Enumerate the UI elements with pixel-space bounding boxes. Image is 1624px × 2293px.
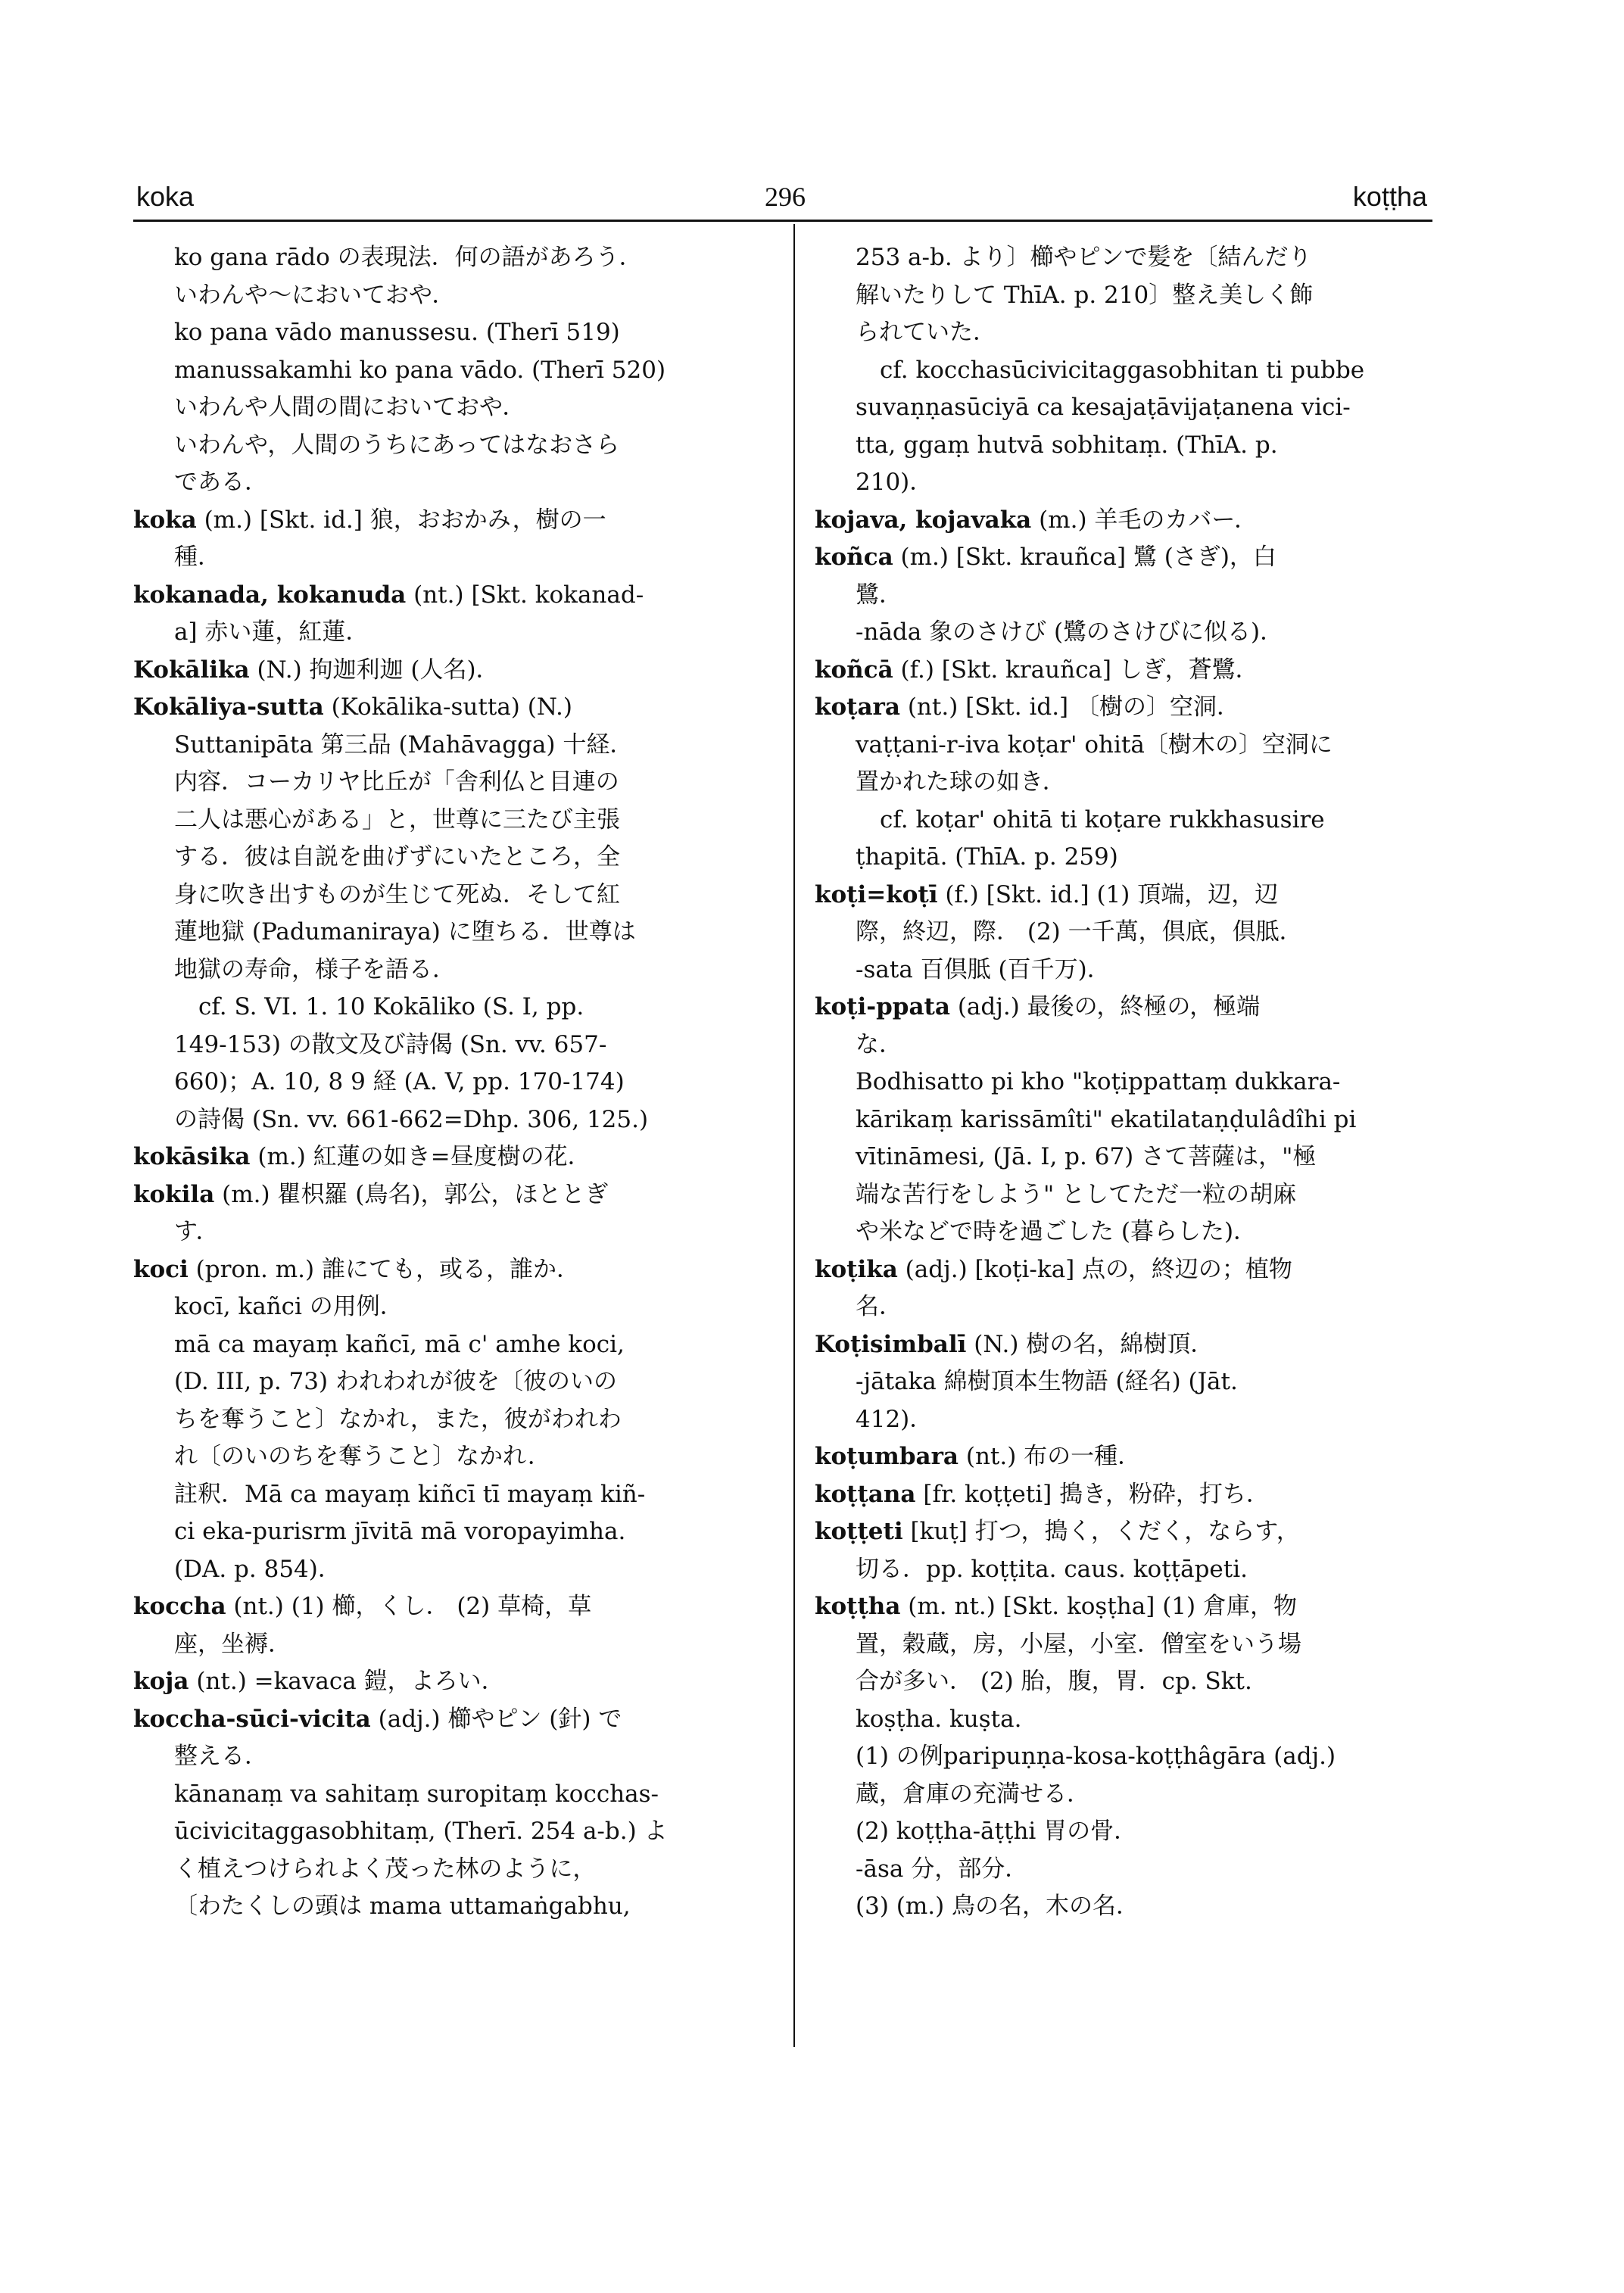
headword: koka xyxy=(133,506,197,534)
headword: koṭṭeti xyxy=(815,1518,903,1545)
headword: koccha-sūci-vicita xyxy=(133,1705,371,1733)
entry-line: である． xyxy=(174,469,268,496)
entry-line: 蓮地獄 (Padumaniraya) に堕ちる．世尊は xyxy=(174,918,636,946)
entry-line: 解いたりして ThīA. p. 210〕整え美しく飾 xyxy=(856,281,1314,309)
headword-line: koñca (m.) [Skt. krauñca] 鷺 (さぎ)，白 xyxy=(815,544,1276,571)
header-left-word: koka xyxy=(136,181,195,212)
entry-line: や米などで時を過ごした (暮らした)． xyxy=(856,1218,1258,1245)
entry-line: 切る．pp. koṭṭita. caus. koṭṭāpeti. xyxy=(856,1555,1248,1583)
headword: kojava, kojavaka xyxy=(815,506,1032,534)
entry-line: koṣṭha. kuṣta. xyxy=(856,1705,1022,1733)
right-column xyxy=(815,239,1432,1926)
headword-line: koccha (nt.) (1) 櫛，くし． (2) 草椅，草 xyxy=(133,1593,592,1620)
entry-line: tta, ggaṃ hutvā sobhitaṃ. (ThīA. p. xyxy=(856,431,1278,459)
entry-line: ko gana rādo の表現法．何の語があろう． xyxy=(174,244,643,271)
entry-line: cf. koṭar' ohitā ti koṭare rukkhasusire xyxy=(880,805,1325,833)
headword: koṭika xyxy=(815,1255,898,1283)
entry-line: cf. kocchasūcivicitaggasobhitan ti pubbe xyxy=(880,356,1365,384)
headword-line: koṭṭeti [kuṭ] 打つ，搗く，くだく，ならす， xyxy=(815,1518,1300,1545)
entry-line: 名． xyxy=(856,1293,902,1320)
entry-line: kocī, kañci の用例． xyxy=(174,1293,404,1320)
entry-line: いわんや人間の間においておや． xyxy=(174,394,526,421)
entry-line: 註釈．Mā ca mayaṃ kiñcī tī mayaṃ kiñ- xyxy=(174,1480,646,1508)
entry-line: (D. III, p. 73) われわれが彼を〔彼のいの xyxy=(174,1368,617,1395)
entry-line: 置，穀蔵，房，小屋，小室．僧室をいう場 xyxy=(856,1630,1301,1658)
entry-line: a] 赤い蓮，紅蓮． xyxy=(174,618,369,646)
headword: Koṭisimbalī xyxy=(815,1330,967,1358)
headword-line: koci (pron. m.) 誰にても，或る，誰か． xyxy=(133,1255,580,1283)
headword-line: koṭi-ppata (adj.) 最後の，終極の，極端 xyxy=(815,993,1261,1020)
entry-line: ci eka-purisrm jīvitā mā voropayimha. xyxy=(174,1518,626,1545)
headword: kokāsika xyxy=(133,1143,251,1170)
headword-line: koja (nt.) =kavaca 鎧，よろい． xyxy=(133,1668,505,1695)
entry-line: ūcivicitaggasobhitaṃ, (Therī. 254 a-b.) よ xyxy=(174,1818,668,1845)
entry-line: 合が多い． (2) 胎，腹，胃．cp. Skt. xyxy=(856,1668,1252,1695)
headword: koṭṭana xyxy=(815,1480,916,1508)
entry-line: 660)；A. 10, 8 9 経 (A. V, pp. 170-174) xyxy=(174,1068,625,1095)
entry-line: ṭhapitā. (ThīA. p. 259) xyxy=(856,843,1118,871)
entry-line: 整える． xyxy=(174,1743,268,1770)
page-number: 296 xyxy=(765,182,806,212)
entry-line: 端な苦行をしよう" としてただ一粒の胡麻 xyxy=(856,1180,1297,1208)
entry-line: (1) の例paripuṇṇa-kosa-koṭṭhâgāra (adj.) xyxy=(856,1743,1336,1770)
entry-line: manussakamhi ko pana vādo. (Therī 520) xyxy=(174,356,666,384)
entry-line: (3) (m.) 鳥の名，木の名． xyxy=(856,1893,1140,1920)
entry-line: vaṭṭani-r-iva koṭar' ohitā〔樹木の〕空洞に xyxy=(856,731,1333,759)
entry-line: kārikaṃ karissāmîti" ekatilataṇḍulâdîhi pi xyxy=(856,1105,1357,1133)
headword-line: koṭara (nt.) [Skt. id.] 〔樹の〕空洞． xyxy=(815,693,1240,721)
headword-line: koṭumbara (nt.) 布の一種． xyxy=(815,1443,1142,1470)
entry-line: られていた． xyxy=(856,319,996,346)
entry-line: 内容．コーカリヤ比丘が「舎利仏と目連の xyxy=(174,768,619,796)
entry-line: 149-153) の散文及び詩偈 (Sn. vv. 657- xyxy=(174,1030,607,1058)
headword: koñca xyxy=(815,544,893,571)
entry-line: す． xyxy=(174,1218,220,1245)
headword: koci xyxy=(133,1255,189,1283)
headword: Kokāliya-sutta xyxy=(133,693,324,721)
entry-line: cf. S. VI. 1. 10 Kokāliko (S. I, pp. xyxy=(198,993,584,1020)
entry-line: 置かれた球の如き． xyxy=(856,768,1066,796)
headword: kokila xyxy=(133,1180,215,1208)
entry-line: Bodhisatto pi kho "koṭippattaṃ dukkara- xyxy=(856,1068,1341,1095)
headword-line: kokāsika (m.) 紅蓮の如き=昼度樹の花． xyxy=(133,1143,591,1170)
entry-line: 〔わたくしの頭は mama uttamaṅgabhu, xyxy=(174,1893,631,1920)
entry-line: -jātaka 綿樹頂本生物語 (経名) (Jāt. xyxy=(856,1368,1238,1395)
entry-line: -nāda 象のさけび (鷺のさけびに似る)． xyxy=(856,618,1284,646)
headword-line: Koṭisimbalī (N.) 樹の名，綿樹頂． xyxy=(815,1330,1214,1358)
entry-line: 蔵，倉庫の充満せる． xyxy=(856,1780,1090,1808)
entry-line: suvaṇṇasūciyā ca kesajaṭāvijaṭanena vici- xyxy=(856,394,1351,421)
entry-line: 鷺． xyxy=(856,581,902,609)
entry-line: 210)． xyxy=(856,469,934,496)
entry-line: 身に吹き出すものが生じて死ぬ．そして紅 xyxy=(174,880,620,908)
entry-line: 二人は悪心がある」と，世尊に三たび主張 xyxy=(174,805,620,833)
entry-line: Suttanipāta 第三品 (Mahāvagga) 十経． xyxy=(174,731,634,759)
headword-line: kokila (m.) 瞿枳羅 (鳥名)，郭公，ほととぎ xyxy=(133,1180,609,1208)
headword: koja xyxy=(133,1668,189,1695)
headword: koṭumbara xyxy=(815,1443,959,1470)
headword-line: koṭi=koṭī (f.) [Skt. id.] (1) 頂端，辺，辺 xyxy=(815,880,1279,908)
headword: Kokālika xyxy=(133,656,250,684)
entry-line: 地獄の寿命，様子を語る． xyxy=(174,955,456,983)
header-right-word: koṭṭha xyxy=(1352,181,1427,212)
headword-line: koccha-sūci-vicita (adj.) 櫛やピン (針) で xyxy=(133,1705,622,1733)
left-column xyxy=(133,239,754,1926)
entry-line: 412)． xyxy=(856,1405,934,1433)
headword: koccha xyxy=(133,1593,226,1620)
entry-line: vītināmesi, (Jā. I, p. 67) さて菩薩は，"極 xyxy=(856,1143,1317,1170)
entry-line: -sata 百倶胝 (百千万)． xyxy=(856,955,1111,983)
entry-line: ko pana vādo manussesu. (Therī 519) xyxy=(174,319,620,346)
headword: kokanada, kokanuda xyxy=(133,581,407,609)
headword-line: koṭṭha (m. nt.) [Skt. koṣṭha] (1) 倉庫，物 xyxy=(815,1593,1297,1620)
headword-line: kojava, kojavaka (m.) 羊毛のカバー． xyxy=(815,506,1258,534)
headword: koṭi=koṭī xyxy=(815,880,938,908)
headword: koñcā xyxy=(815,656,893,684)
headword-line: Kokālika (N.) 拘迦利迦 (人名)． xyxy=(133,656,500,684)
entry-line: kānanaṃ va sahitaṃ suropitaṃ kocchas- xyxy=(174,1780,659,1808)
entry-line: く植えつけられよく茂った林のように， xyxy=(174,1855,597,1883)
entry-line: いわんや，人間のうちにあってはなおさら xyxy=(174,431,620,459)
headword-line: Kokāliya-sutta (Kokālika-sutta) (N.) xyxy=(133,693,572,721)
headword-line: koñcā (f.) [Skt. krauñca] しぎ，蒼鷺． xyxy=(815,656,1259,684)
headword-line: koṭṭana [fr. koṭṭeti] 搗き，粉砕，打ち． xyxy=(815,1480,1270,1508)
headword-line: koka (m.) [Skt. id.] 狼，おおかみ，樹の一 xyxy=(133,506,606,534)
entry-line: れ〔のいのちを奪うこと〕なかれ． xyxy=(174,1443,551,1470)
column-divider xyxy=(793,224,795,2047)
headword: koṭi-ppata xyxy=(815,993,950,1020)
entry-line: mā ca mayaṃ kañcī, mā c' amhe koci, xyxy=(174,1330,625,1358)
entry-line: いわんや〜においておや． xyxy=(174,281,456,309)
header-rule xyxy=(133,220,1432,222)
entry-line: 253 a-b. より〕櫛やピンで髪を〔結んだり xyxy=(856,244,1312,271)
entry-line: (DA. p. 854)． xyxy=(174,1555,341,1583)
entry-line: ちを奪うこと〕なかれ，また，彼がわれわ xyxy=(174,1405,622,1433)
entry-line: (2) koṭṭha-āṭṭhi 胃の骨． xyxy=(856,1818,1138,1845)
entry-line: な． xyxy=(856,1030,902,1058)
entry-line: する．彼は自説を曲げずにいたところ，全 xyxy=(174,843,620,871)
headword: koṭṭha xyxy=(815,1593,901,1620)
entry-line: 種． xyxy=(174,544,221,571)
entry-line: 座，坐褥． xyxy=(174,1630,291,1658)
headword: koṭara xyxy=(815,693,900,721)
headword-line: koṭika (adj.) [koṭi-ka] 点の，終辺の；植物 xyxy=(815,1255,1292,1283)
headword-line: kokanada, kokanuda (nt.) [Skt. kokanad- xyxy=(133,581,644,609)
entry-line: 際，終辺，際． (2) 一千萬，倶底，倶胝． xyxy=(856,918,1303,946)
entry-line: の詩偈 (Sn. vv. 661-662=Dhp. 306, 125.) xyxy=(174,1105,649,1133)
entry-line: -āsa 分，部分． xyxy=(856,1855,1029,1883)
